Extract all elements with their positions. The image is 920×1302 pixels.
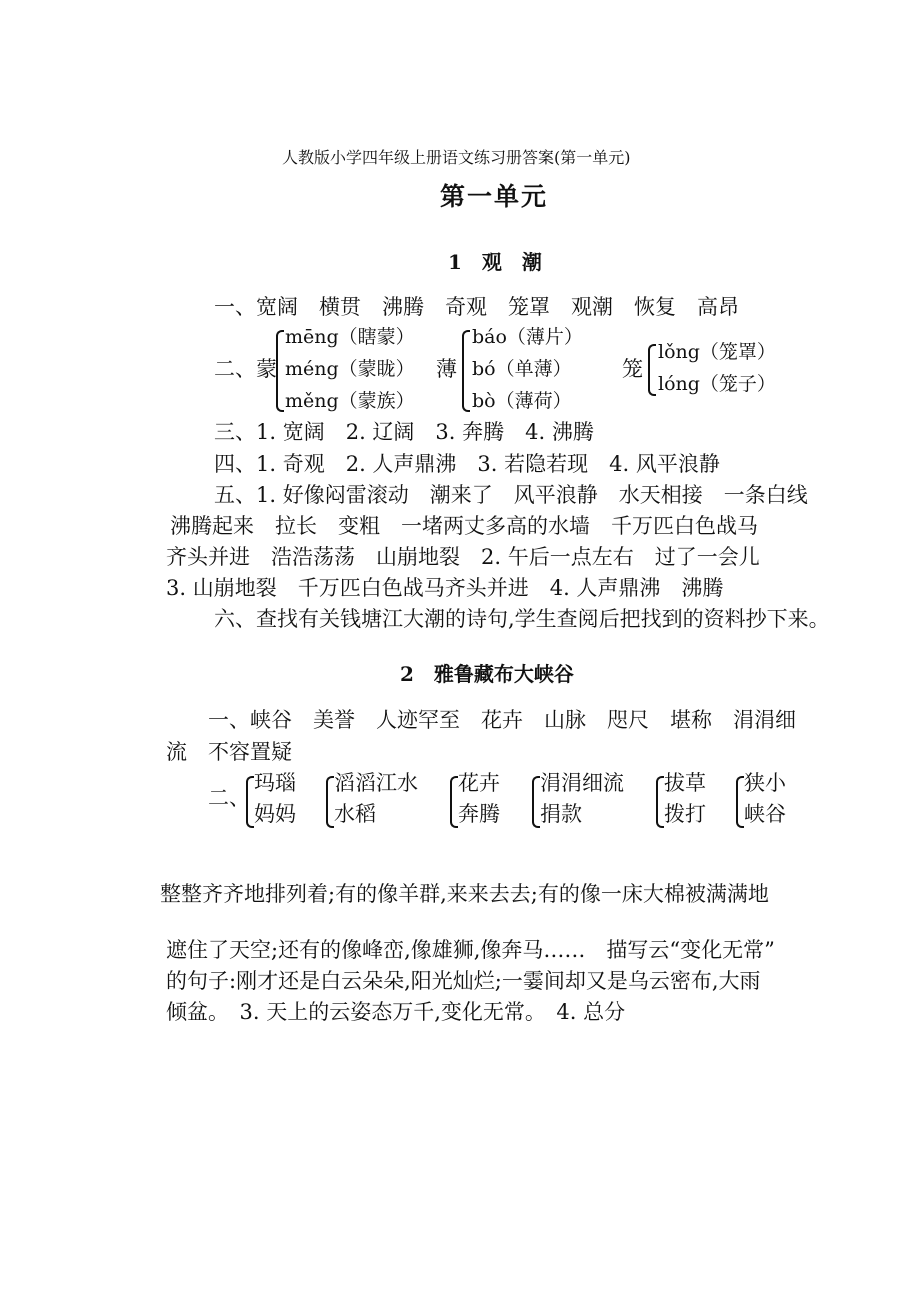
lesson-2-question-1-line-1: 一、峡谷 美誉 人迹罕至 花卉 山脉 咫尺 堪称 涓涓细: [208, 708, 796, 732]
lesson-1-question-6: 六、查找有关钱塘江大潮的诗句,学生查阅后把找到的资料抄下来。: [214, 607, 830, 631]
document-title: 人教版小学四年级上册语文练习册答案(第一单元): [282, 148, 631, 167]
pair-5-bottom: 拨打: [664, 802, 706, 826]
pair-1-bottom: 妈妈: [254, 802, 296, 826]
q2-label-meng: 二、蒙: [214, 357, 277, 381]
pair-6-bottom: 峡谷: [744, 802, 786, 826]
pair-4-bottom: 捐款: [540, 802, 582, 826]
pinyin-long-2: lóng（笼子）: [658, 373, 776, 395]
pair-1-top: 玛瑙: [254, 771, 296, 795]
pinyin-meng-2: méng（蒙眬）: [285, 358, 415, 380]
extra-line-3: 的句子:刚才还是白云朵朵,阳光灿烂;一霎间却又是乌云密布,大雨: [166, 969, 761, 993]
extra-line-1: 整整齐齐地排列着;有的像羊群,来来去去;有的像一床大棉被满满地: [160, 882, 769, 906]
pinyin-bao-1: báo（薄片）: [472, 326, 583, 348]
brace-pair-5: [656, 776, 664, 828]
brace-long: [648, 344, 656, 396]
pair-4-top: 涓涓细流: [540, 771, 624, 795]
lesson-2-title: 2 雅鲁藏布大峡谷: [400, 662, 574, 686]
lesson-1-title: 1 观 潮: [448, 250, 542, 274]
pair-3-bottom: 奔腾: [458, 802, 500, 826]
pinyin-meng-3: měng（蒙族）: [285, 390, 415, 412]
brace-meng: [276, 330, 284, 412]
lesson-1-question-5-line-2: 沸腾起来 拉长 变粗 一堵两丈多高的水墙 千万匹白色战马: [170, 514, 758, 538]
pair-2-top: 滔滔江水: [334, 771, 418, 795]
brace-pair-1: [246, 776, 254, 828]
lesson-1-question-3: 三、1. 宽阔 2. 辽阔 3. 奔腾 4. 沸腾: [214, 420, 594, 444]
brace-pair-3: [450, 776, 458, 828]
lesson-1-question-5-line-3: 齐头并进 浩浩荡荡 山崩地裂 2. 午后一点左右 过了一会儿: [166, 545, 760, 569]
unit-title: 第一单元: [440, 182, 549, 211]
lesson-1-question-5-line-4: 3. 山崩地裂 千万匹白色战马齐头并进 4. 人声鼎沸 沸腾: [166, 576, 724, 600]
pinyin-long-1: lǒng（笼罩）: [658, 341, 776, 363]
q2-label-bao: 薄: [436, 357, 457, 381]
brace-bao: [462, 330, 470, 412]
brace-pair-4: [532, 776, 540, 828]
pinyin-bao-3: bò（薄荷）: [472, 390, 572, 412]
brace-pair-2: [326, 776, 334, 828]
q2-label-long: 笼: [622, 357, 643, 381]
pair-5-top: 拔草: [664, 771, 706, 795]
pinyin-meng-1: mēng（瞎蒙）: [285, 326, 415, 348]
brace-pair-6: [736, 776, 744, 828]
extra-line-2: 遮住了天空;还有的像峰峦,像雄狮,像奔马…… 描写云“变化无常”: [166, 938, 775, 962]
lesson-2-question-1-line-2: 流 不容置疑: [166, 740, 292, 764]
lesson-1-question-1: 一、宽阔 横贯 沸腾 奇观 笼罩 观潮 恢复 高昂: [214, 295, 739, 319]
extra-line-4: 倾盆。 3. 天上的云姿态万千,变化无常。 4. 总分: [166, 1000, 626, 1024]
q2-label: 二、: [208, 786, 250, 810]
pair-2-bottom: 水稻: [334, 802, 376, 826]
lesson-1-question-4: 四、1. 奇观 2. 人声鼎沸 3. 若隐若现 4. 风平浪静: [214, 452, 720, 476]
pair-6-top: 狭小: [744, 771, 786, 795]
lesson-1-question-5-line-1: 五、1. 好像闷雷滚动 潮来了 风平浪静 水天相接 一条白线: [214, 483, 808, 507]
pair-3-top: 花卉: [458, 771, 500, 795]
pinyin-bao-2: bó（单薄）: [472, 358, 572, 380]
